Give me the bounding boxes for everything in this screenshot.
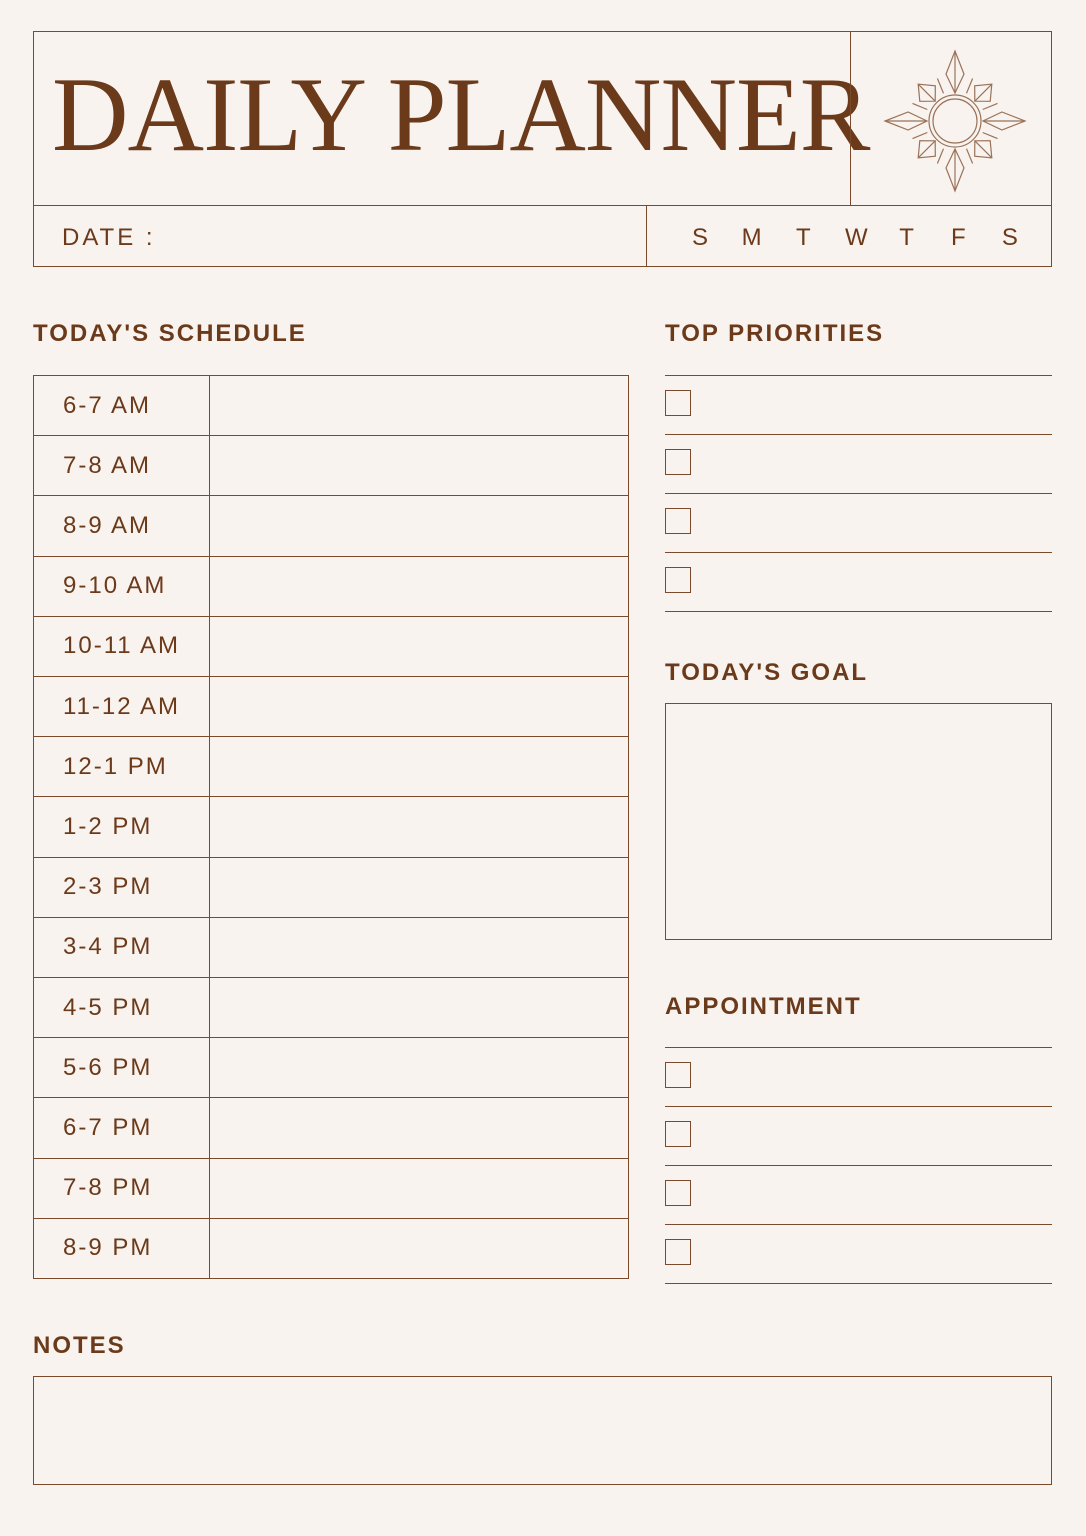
schedule-row xyxy=(34,797,628,857)
schedule-table xyxy=(33,375,629,1279)
schedule-row xyxy=(34,978,628,1038)
schedule-time: 8-9 AM xyxy=(34,496,210,555)
appointment-checkbox[interactable] xyxy=(665,1239,691,1265)
notes-heading: NOTES xyxy=(33,1332,126,1359)
appointment-heading: APPOINTMENT xyxy=(665,993,862,1020)
priority-checkbox[interactable] xyxy=(665,449,691,475)
weekday-thursday[interactable]: T xyxy=(899,224,914,251)
priority-item[interactable] xyxy=(665,435,1052,494)
priorities-list xyxy=(665,375,1052,612)
schedule-slot[interactable] xyxy=(210,496,628,555)
date-label: DATE : xyxy=(62,224,156,251)
schedule-slot[interactable] xyxy=(210,858,628,917)
schedule-time: 4-5 PM xyxy=(34,978,210,1037)
weekday-saturday[interactable]: S xyxy=(1001,224,1018,251)
weekday-tuesday[interactable]: T xyxy=(795,224,811,251)
schedule-time: 6-7 PM xyxy=(34,1098,210,1157)
weekday-sunday[interactable]: S xyxy=(691,224,708,251)
schedule-slot[interactable] xyxy=(210,1159,628,1218)
appointment-checkbox[interactable] xyxy=(665,1180,691,1206)
weekday-row xyxy=(690,224,1020,252)
priority-checkbox[interactable] xyxy=(665,508,691,534)
appointment-checkbox[interactable] xyxy=(665,1062,691,1088)
schedule-time: 5-6 PM xyxy=(34,1038,210,1097)
schedule-row xyxy=(34,1159,628,1219)
priority-item[interactable] xyxy=(665,376,1052,435)
schedule-row xyxy=(34,858,628,918)
schedule-slot[interactable] xyxy=(210,376,628,435)
schedule-time: 8-9 PM xyxy=(34,1219,210,1278)
header-divider-vertical xyxy=(850,31,851,206)
schedule-slot[interactable] xyxy=(210,978,628,1037)
schedule-row xyxy=(34,918,628,978)
schedule-time: 3-4 PM xyxy=(34,918,210,977)
schedule-slot[interactable] xyxy=(210,1098,628,1157)
priorities-heading: TOP PRIORITIES xyxy=(665,320,885,347)
priority-item[interactable] xyxy=(665,553,1052,612)
schedule-row xyxy=(34,557,628,617)
schedule-time: 2-3 PM xyxy=(34,858,210,917)
schedule-slot[interactable] xyxy=(210,557,628,616)
goal-textarea[interactable] xyxy=(665,703,1052,940)
priority-item[interactable] xyxy=(665,494,1052,553)
schedule-slot[interactable] xyxy=(210,1038,628,1097)
schedule-time: 9-10 AM xyxy=(34,557,210,616)
schedule-row xyxy=(34,376,628,436)
appointment-item[interactable] xyxy=(665,1166,1052,1225)
schedule-slot[interactable] xyxy=(210,737,628,796)
schedule-slot[interactable] xyxy=(210,436,628,495)
weekday-wednesday[interactable]: W xyxy=(844,224,868,251)
schedule-row xyxy=(34,677,628,737)
priority-checkbox[interactable] xyxy=(665,567,691,593)
schedule-row xyxy=(34,1219,628,1278)
schedule-time: 12-1 PM xyxy=(34,737,210,796)
sun-icon xyxy=(882,48,1028,194)
appointment-item[interactable] xyxy=(665,1048,1052,1107)
weekday-friday[interactable]: F xyxy=(950,224,966,251)
schedule-time: 10-11 AM xyxy=(34,617,210,676)
schedule-slot[interactable] xyxy=(210,677,628,736)
schedule-slot[interactable] xyxy=(210,797,628,856)
schedule-time: 11-12 AM xyxy=(34,677,210,736)
appointment-list xyxy=(665,1047,1052,1284)
schedule-row xyxy=(34,436,628,496)
schedule-heading: TODAY'S SCHEDULE xyxy=(33,320,307,347)
schedule-slot[interactable] xyxy=(210,918,628,977)
priority-checkbox[interactable] xyxy=(665,390,691,416)
schedule-row xyxy=(34,1098,628,1158)
schedule-time: 6-7 AM xyxy=(34,376,210,435)
page-title: DAILY PLANNER xyxy=(52,56,870,173)
appointment-checkbox[interactable] xyxy=(665,1121,691,1147)
header-divider-horizontal xyxy=(33,205,1052,206)
schedule-slot[interactable] xyxy=(210,1219,628,1278)
schedule-row xyxy=(34,496,628,556)
notes-textarea[interactable] xyxy=(33,1376,1052,1485)
schedule-row xyxy=(34,1038,628,1098)
weekday-monday[interactable]: M xyxy=(741,224,762,251)
appointment-item[interactable] xyxy=(665,1225,1052,1284)
appointment-item[interactable] xyxy=(665,1107,1052,1166)
schedule-time: 1-2 PM xyxy=(34,797,210,856)
schedule-time: 7-8 AM xyxy=(34,436,210,495)
date-divider xyxy=(646,205,647,267)
schedule-row xyxy=(34,737,628,797)
schedule-row xyxy=(34,617,628,677)
schedule-time: 7-8 PM xyxy=(34,1159,210,1218)
schedule-slot[interactable] xyxy=(210,617,628,676)
goal-heading: TODAY'S GOAL xyxy=(665,659,869,686)
